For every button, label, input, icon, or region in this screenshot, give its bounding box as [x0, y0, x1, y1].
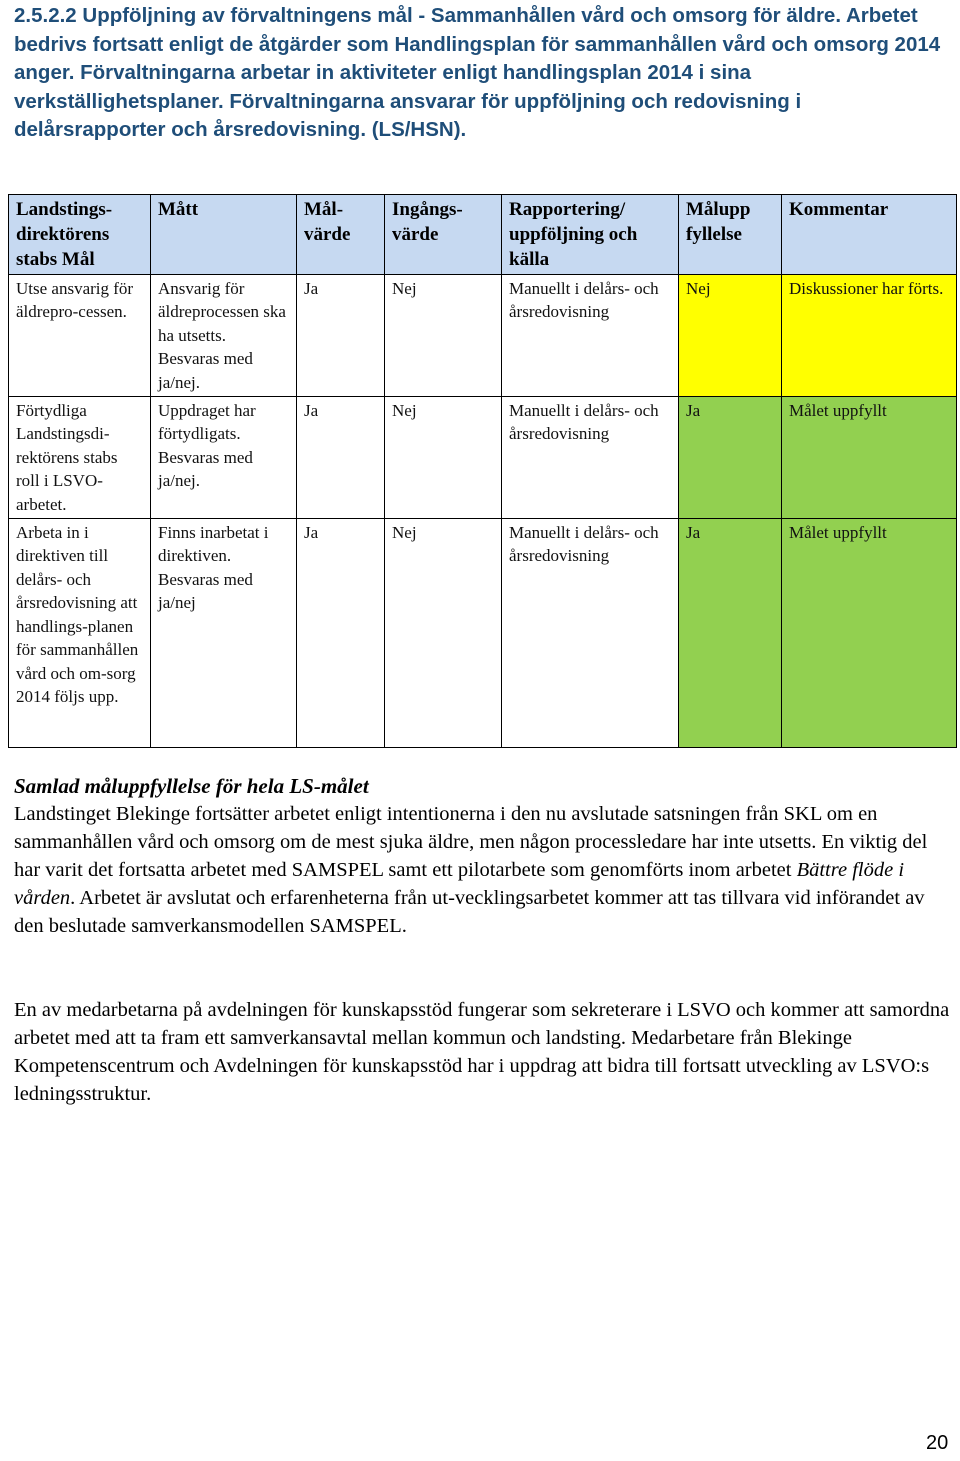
- cell-goal: Förtydliga Landstingsdi-rektörens stabs roll i LSVO-arbetet.: [9, 397, 151, 519]
- header-fulfillment: Målupp fyllelse: [679, 195, 782, 275]
- header-target: Mål-värde: [297, 195, 385, 275]
- header-reporting: Rapportering/ uppföljning och källa: [502, 195, 679, 275]
- header-baseline: Ingångs-värde: [385, 195, 502, 275]
- cell-baseline: Nej: [385, 519, 502, 748]
- cell-measure: Uppdraget har förtydligats. Besvaras med ja/nej.: [151, 397, 297, 519]
- cell-measure: Ansvarig för äldreprocessen ska ha utsetts. Besvaras med ja/nej.: [151, 275, 297, 397]
- cell-fulfillment-status: Ja: [679, 519, 782, 748]
- cell-reporting: Manuellt i delårs- och årsredovisning: [502, 275, 679, 397]
- summary-text-end: . Arbetet är avslutat och erfarenheterna från ut-vecklingsarbetet kommer att tas tillvara vid införandet av den beslutade samverkansmodellen SAMSPEL.: [14, 887, 925, 937]
- table-row: [9, 397, 957, 519]
- cell-comment: Målet uppfyllt: [782, 397, 957, 519]
- cell-fulfillment-status: Ja: [679, 397, 782, 519]
- summary-paragraph-1: [14, 800, 954, 940]
- cell-measure: Finns inarbetat i direktiven. Besvaras med ja/nej: [151, 519, 297, 748]
- goals-table: [8, 194, 957, 748]
- summary-text-start: Landstinget Blekinge fortsätter arbetet enligt intentionerna i den nu avslutade satsningen från SKL om en sammanhållen vård och omsorg om de mest sjuka äldre, men någon processledare har inte utsetts. En viktig del har varit det fortsatta arbetet med SAMSPEL samt ett pilotarbete som genomförts inom arbetet: [14, 803, 928, 881]
- table-row: [9, 519, 957, 748]
- cell-target: Ja: [297, 275, 385, 397]
- header-comment: Kommentar: [782, 195, 957, 275]
- header-goal: Landstings-direktörens stabs Mål: [9, 195, 151, 275]
- cell-baseline: Nej: [385, 275, 502, 397]
- cell-reporting: Manuellt i delårs- och årsredovisning: [502, 397, 679, 519]
- cell-goal: Utse ansvarig för äldrepro-cessen.: [9, 275, 151, 397]
- cell-target: Ja: [297, 519, 385, 748]
- cell-comment: Målet uppfyllt: [782, 519, 957, 748]
- table-header-row: [9, 195, 957, 275]
- cell-comment: Diskussioner har förts.: [782, 275, 957, 397]
- cell-baseline: Nej: [385, 397, 502, 519]
- cell-target: Ja: [297, 397, 385, 519]
- section-heading: 2.5.2.2 Uppföljning av förvaltningens mål - Sammanhållen vård och omsorg för äldre. Arbetet bedrivs fortsatt enligt de åtgärder som Handlingsplan för sammanhållen vård och omsorg 2014 anger. Förvaltningarna arbetar in aktiviteter enligt handlingsplan 2014 i sina verkställighetsplaner. Förvaltningarna ansvarar för uppföljning och redovisning i delårsrapporter och årsredovisning. (LS/HSN).: [14, 4, 941, 141]
- table-row: [9, 275, 957, 397]
- cell-reporting: Manuellt i delårs- och årsredovisning: [502, 519, 679, 748]
- page-number: 20: [926, 1432, 949, 1454]
- project-name: Bättre flöde i vården: [14, 859, 905, 909]
- cell-goal: Arbeta in i direktiven till delårs- och årsredovisning att handlings-planen för sammanhållen vård och om-sorg 2014 följs upp.: [9, 519, 151, 748]
- summary-title: Samlad måluppfyllelse för hela LS-målet: [14, 774, 369, 798]
- cell-fulfillment-status: Nej: [679, 275, 782, 397]
- header-measure: Mått: [151, 195, 297, 275]
- summary-paragraph-2: En av medarbetarna på avdelningen för kunskapsstöd fungerar som sekreterare i LSVO och kommer att samordna arbetet med att ta fram ett samverkansavtal mellan kommun och landsting. Medarbetare från Blekinge Kompetenscentrum och Avdelningen för kunskapsstöd har i uppdrag att bidra till fortsatt utveckling av LSVO:s ledningsstruktur.: [14, 999, 950, 1105]
